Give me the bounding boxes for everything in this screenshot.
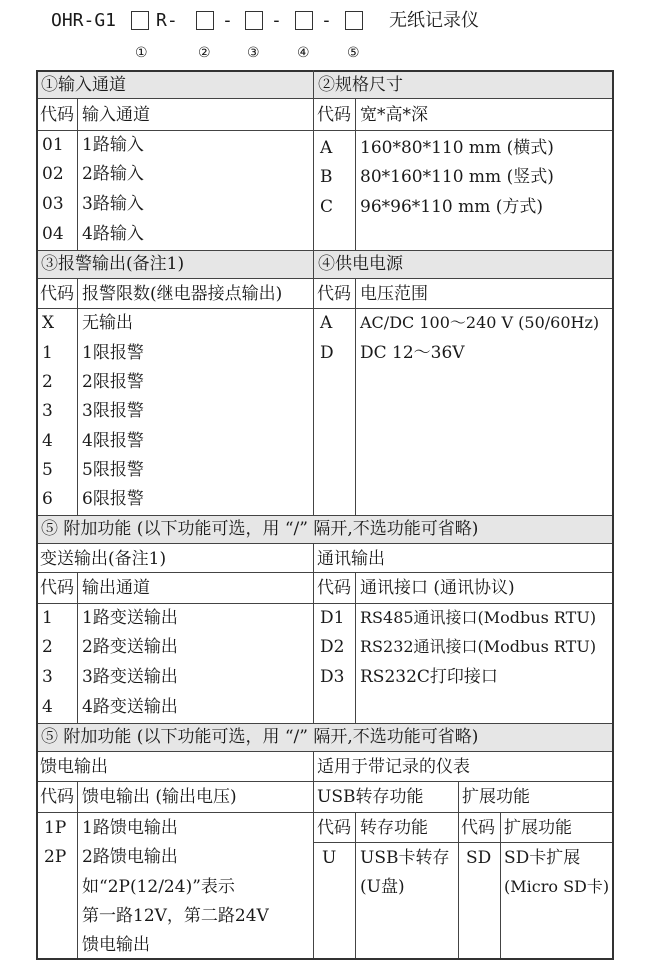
transmit-row-desc: 1路变送输出 bbox=[82, 608, 178, 628]
alarm-row-desc: 4限报警 bbox=[82, 431, 144, 451]
feed-row-code: 2P bbox=[44, 847, 67, 867]
dash-3: - bbox=[321, 10, 332, 31]
transmit-row-desc: 2路变送输出 bbox=[82, 637, 178, 657]
ext-desc: SD卡扩展 bbox=[504, 848, 581, 868]
recorder-only-title: 适用于带记录的仪表 bbox=[317, 757, 470, 777]
power-supply-title: ④供电电源 bbox=[318, 254, 403, 274]
feed-code-header: 代码 bbox=[40, 787, 74, 807]
transmit-row-code: 4 bbox=[42, 697, 53, 717]
marker-1: ① bbox=[135, 45, 148, 61]
alarm-row-desc: 5限报警 bbox=[82, 460, 144, 480]
model-prefix: OHR-G1 bbox=[51, 10, 117, 31]
alarm-row-code: 3 bbox=[42, 401, 53, 421]
input-row-desc: 2路输入 bbox=[82, 164, 144, 184]
option-box-3 bbox=[245, 11, 263, 30]
feed-row-code: 1P bbox=[44, 818, 67, 838]
alarm-row-desc: 无输出 bbox=[82, 313, 133, 333]
comm-row-desc: RS232C打印接口 bbox=[360, 667, 498, 687]
input-row-desc: 1路输入 bbox=[82, 135, 144, 155]
size-row-code: C bbox=[320, 197, 334, 217]
input-row-code: 01 bbox=[42, 135, 64, 155]
feed-note: 第一路12V，第二路24V bbox=[82, 906, 269, 926]
alarm-row-desc: 1限报警 bbox=[82, 343, 144, 363]
transmit-code-header: 代码 bbox=[40, 578, 74, 598]
usb-desc: USB卡转存 bbox=[360, 848, 450, 868]
usb-desc: (U盘) bbox=[360, 877, 405, 897]
comm-code-header: 代码 bbox=[317, 578, 351, 598]
alarm-row-desc: 2限报警 bbox=[82, 372, 144, 392]
comm-row-desc: RS485通讯接口(Modbus RTU) bbox=[360, 608, 597, 627]
option-box-2 bbox=[196, 11, 214, 30]
comm-output-title: 通讯输出 bbox=[317, 549, 385, 569]
transmit-row-desc: 4路变送输出 bbox=[82, 697, 178, 717]
marker-4: ④ bbox=[297, 45, 310, 61]
size-row-code: B bbox=[320, 167, 333, 187]
size-name-header: 宽*高*深 bbox=[360, 105, 428, 125]
power-code-header: 代码 bbox=[317, 284, 351, 304]
input-row-desc: 4路输入 bbox=[82, 224, 144, 244]
size-spec-title: ②规格尺寸 bbox=[318, 75, 403, 95]
alarm-row-desc: 3限报警 bbox=[82, 401, 144, 421]
alarm-row-code: 4 bbox=[42, 431, 53, 451]
input-row-code: 03 bbox=[42, 194, 64, 214]
expansion-title: 扩展功能 bbox=[462, 787, 530, 807]
ext-code-header: 代码 bbox=[461, 818, 495, 838]
alarm-row-code: 2 bbox=[42, 372, 53, 392]
transmit-output-title: 变送输出(备注1) bbox=[40, 549, 167, 569]
feed-row-desc: 1路馈电输出 bbox=[82, 818, 178, 838]
option-box-5 bbox=[345, 11, 363, 30]
dash-1: - bbox=[222, 10, 233, 31]
power-name-header: 电压范围 bbox=[360, 284, 428, 304]
comm-row-code: D1 bbox=[320, 608, 345, 628]
additional-functions-title: ⑤ 附加功能 (以下功能可选，用 “/” 隔开,不选功能可省略) bbox=[41, 727, 479, 747]
input-channel-title: ①输入通道 bbox=[41, 75, 126, 95]
feed-note: 如“2P(12/24)”表示 bbox=[82, 877, 235, 897]
ext-desc: (Micro SD卡) bbox=[504, 877, 610, 896]
usb-transfer-title: USB转存功能 bbox=[317, 787, 424, 807]
usb-code: U bbox=[322, 848, 337, 868]
alarm-name-header: 报警限数(继电器接点输出) bbox=[82, 284, 283, 304]
ext-name-header: 扩展功能 bbox=[504, 818, 572, 838]
input-name-header: 输入通道 bbox=[82, 105, 150, 125]
option-box-4 bbox=[295, 11, 313, 30]
feed-note: 馈电输出 bbox=[82, 935, 150, 955]
input-row-desc: 3路输入 bbox=[82, 194, 144, 214]
feed-name-header: 馈电输出 (输出电压) bbox=[82, 787, 237, 807]
dash-2: - bbox=[271, 10, 282, 31]
input-row-code: 02 bbox=[42, 164, 64, 184]
power-row-desc: AC/DC 100～240 V (50/60Hz) bbox=[360, 313, 600, 332]
comm-row-code: D2 bbox=[320, 637, 345, 657]
additional-functions-title: ⑤ 附加功能 (以下功能可选，用 “/” 隔开,不选功能可省略) bbox=[41, 519, 479, 539]
alarm-row-code: 5 bbox=[42, 460, 53, 480]
transmit-row-desc: 3路变送输出 bbox=[82, 667, 178, 687]
transmit-name-header: 输出通道 bbox=[82, 578, 150, 598]
input-row-code: 04 bbox=[42, 224, 64, 244]
comm-row-desc: RS232通讯接口(Modbus RTU) bbox=[360, 637, 597, 656]
power-row-code: D bbox=[320, 343, 334, 363]
marker-5: ⑤ bbox=[347, 45, 360, 61]
option-box-1 bbox=[131, 11, 149, 30]
usb-code-header: 代码 bbox=[317, 818, 351, 838]
size-code-header: 代码 bbox=[317, 105, 351, 125]
size-row-code: A bbox=[320, 138, 333, 158]
model-r: R- bbox=[156, 10, 178, 31]
transmit-row-code: 2 bbox=[42, 637, 53, 657]
power-row-code: A bbox=[320, 313, 333, 333]
feed-row-desc: 2路馈电输出 bbox=[82, 847, 178, 867]
alarm-row-code: 1 bbox=[42, 343, 53, 363]
feed-output-title: 馈电输出 bbox=[40, 757, 108, 777]
transmit-row-code: 3 bbox=[42, 667, 53, 687]
marker-2: ② bbox=[198, 45, 211, 61]
usb-name-header: 转存功能 bbox=[360, 818, 428, 838]
size-row-desc: 96*96*110 mm (方式) bbox=[360, 197, 544, 217]
alarm-output-title: ③报警输出(备注1) bbox=[41, 254, 185, 274]
alarm-code-header: 代码 bbox=[40, 284, 74, 304]
product-name: 无纸记录仪 bbox=[389, 10, 479, 31]
ext-code: SD bbox=[466, 848, 492, 868]
power-row-desc: DC 12～36V bbox=[360, 343, 465, 363]
comm-name-header: 通讯接口 (通讯协议) bbox=[360, 578, 515, 598]
size-row-desc: 160*80*110 mm (横式) bbox=[360, 138, 554, 158]
comm-row-code: D3 bbox=[320, 667, 345, 687]
alarm-row-desc: 6限报警 bbox=[82, 489, 144, 509]
alarm-row-code: 6 bbox=[42, 489, 53, 509]
alarm-row-code: X bbox=[42, 313, 55, 333]
marker-3: ③ bbox=[247, 45, 260, 61]
input-code-header: 代码 bbox=[40, 105, 74, 125]
size-row-desc: 80*160*110 mm (竖式) bbox=[360, 167, 554, 187]
transmit-row-code: 1 bbox=[42, 608, 53, 628]
